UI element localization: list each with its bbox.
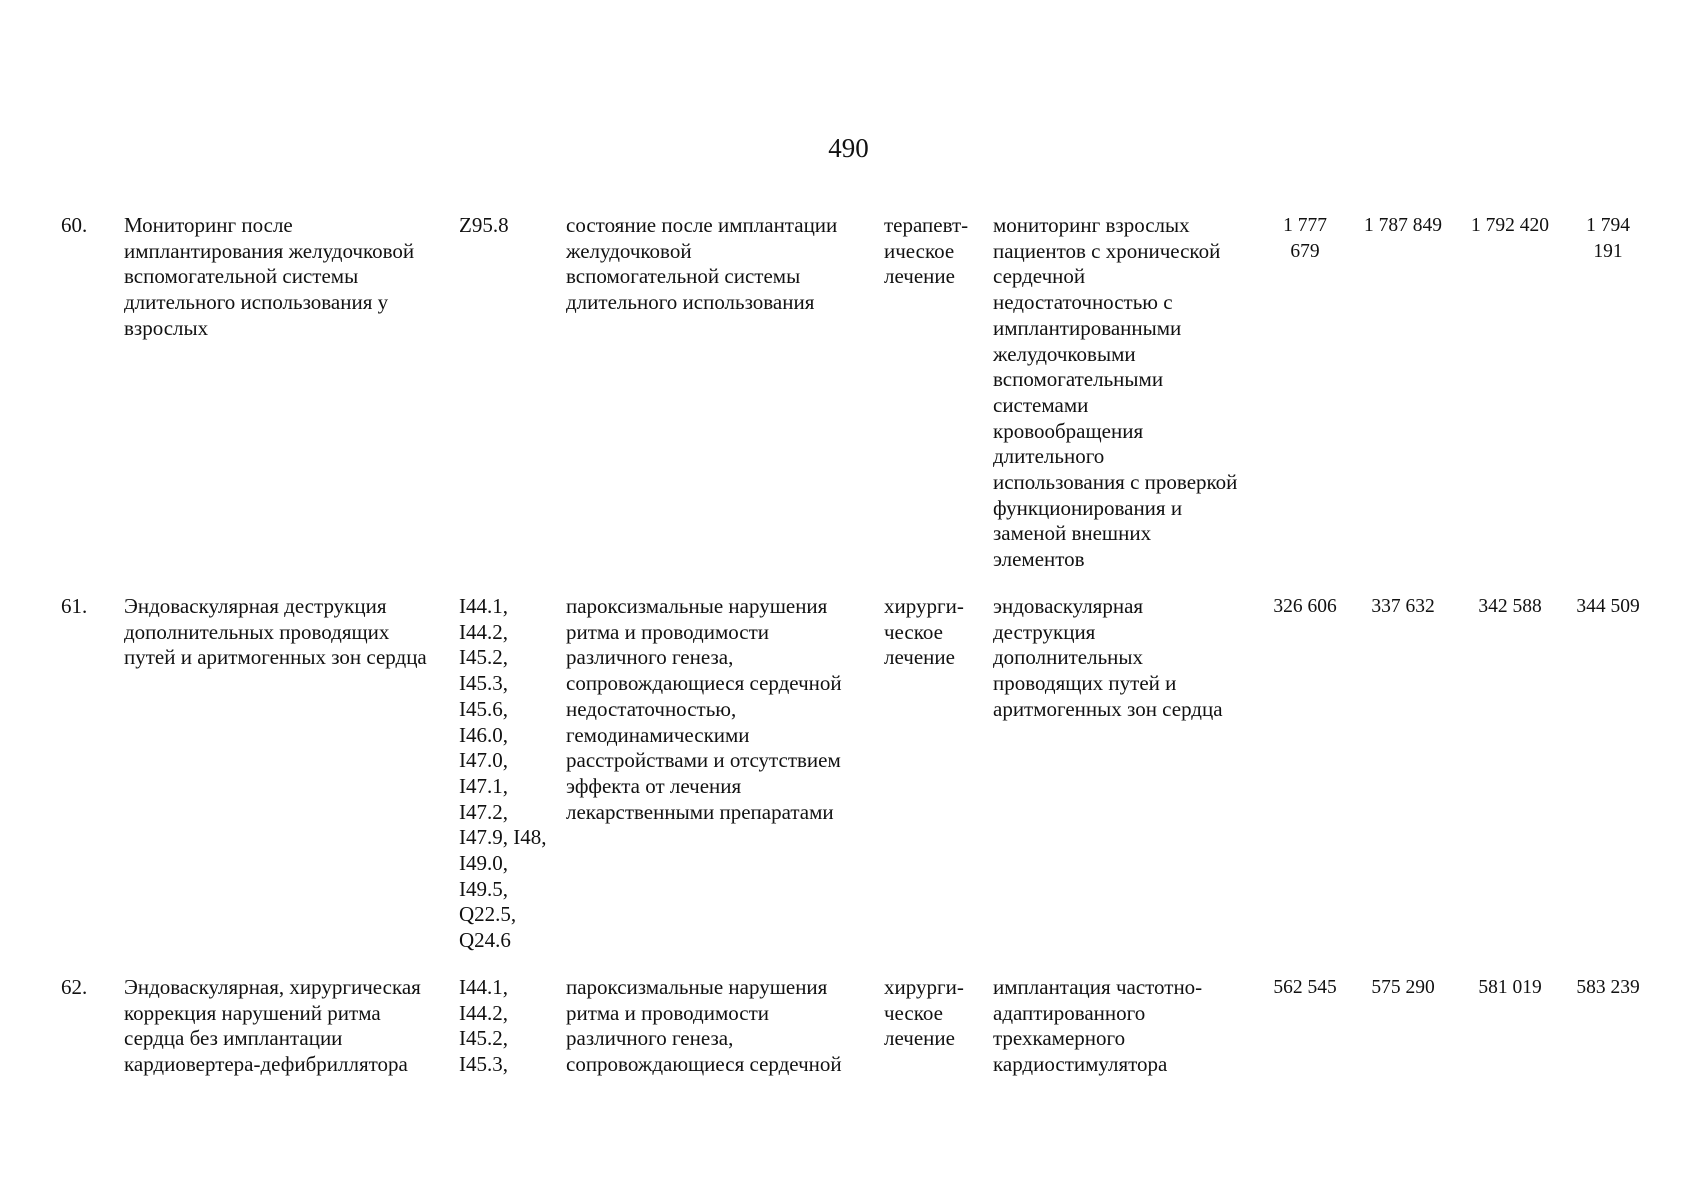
patient-model-line: недостаточностью, bbox=[566, 696, 737, 721]
table-row bbox=[0, 594, 1697, 975]
treatment-type-line: хирурги- bbox=[884, 975, 964, 999]
page-number: 490 bbox=[828, 133, 869, 163]
treatment-method-line: кровообращения bbox=[993, 418, 1144, 443]
treatment-type-line: лечение bbox=[884, 1026, 955, 1051]
patient-model-line: пароксизмальные нарушения bbox=[566, 975, 828, 999]
cost-value-1 bbox=[1261, 213, 1349, 265]
table-row bbox=[0, 975, 1697, 1095]
patient-model-line: сопровождающиеся сердечной bbox=[566, 671, 842, 696]
patient-model-line: длительного использования bbox=[566, 290, 815, 315]
cost-value-3 bbox=[1460, 975, 1560, 1001]
treatment-method-line: дополнительных bbox=[993, 645, 1144, 670]
cost-value-1-line: 679 bbox=[1290, 241, 1320, 262]
treatment-method-line: системами bbox=[993, 392, 1089, 417]
icd-codes bbox=[459, 975, 559, 1078]
cost-value-4-line: 583 239 bbox=[1576, 977, 1640, 998]
treatment-method-line: деструкция bbox=[993, 619, 1096, 644]
cost-value-3-line: 342 588 bbox=[1478, 596, 1542, 617]
care-type-name-line: вспомогательной системы bbox=[124, 264, 359, 289]
icd-codes-line: I47.1, bbox=[459, 773, 508, 798]
treatment-method-line: кардиостимулятора bbox=[993, 1052, 1168, 1077]
treatment-type bbox=[884, 594, 988, 671]
treatment-method-line: мониторинг взрослых bbox=[993, 213, 1190, 237]
patient-model-line: состояние после имплантации bbox=[566, 213, 838, 237]
medical-care-table bbox=[0, 213, 1697, 1095]
care-type-name-line: Эндоваскулярная, хирургическая bbox=[124, 975, 421, 999]
patient-model-line: различного генеза, bbox=[566, 1026, 734, 1051]
treatment-method-line: вспомогательными bbox=[993, 367, 1164, 392]
icd-codes-line: Q22.5, bbox=[459, 902, 517, 927]
cost-value-2-line: 1 787 849 bbox=[1364, 215, 1442, 236]
treatment-type-line: ческое bbox=[884, 619, 943, 644]
patient-model-line: вспомогательной системы bbox=[566, 264, 801, 289]
patient-model-line: желудочковой bbox=[566, 238, 692, 263]
cost-value-4 bbox=[1564, 975, 1652, 1001]
patient-model bbox=[566, 594, 884, 825]
cost-value-4-line: 1 794 bbox=[1586, 215, 1630, 236]
treatment-type bbox=[884, 975, 988, 1052]
treatment-method-line: заменой внешних bbox=[993, 521, 1152, 546]
care-type-name-line: кардиовертера-дефибриллятора bbox=[124, 1052, 408, 1077]
patient-model-line: пароксизмальные нарушения bbox=[566, 594, 828, 618]
row-number: 60. bbox=[61, 213, 88, 237]
icd-codes-line: I44.2, bbox=[459, 619, 508, 644]
treatment-method-line: трехкамерного bbox=[993, 1026, 1126, 1051]
icd-codes-line: Q24.6 bbox=[459, 928, 511, 953]
icd-codes-line: I45.3, bbox=[459, 671, 508, 696]
icd-codes-line: I47.0, bbox=[459, 748, 508, 773]
cost-value-4 bbox=[1564, 594, 1652, 620]
cost-value-3 bbox=[1460, 594, 1560, 620]
patient-model-line: ритма и проводимости bbox=[566, 619, 769, 644]
icd-codes-line: I46.0, bbox=[459, 722, 508, 747]
treatment-method-line: желудочковыми bbox=[993, 341, 1136, 366]
treatment-method-line: проводящих путей и bbox=[993, 671, 1177, 696]
treatment-method-line: использования с проверкой bbox=[993, 470, 1238, 495]
treatment-type-line: ческое bbox=[884, 1000, 943, 1025]
icd-codes-line: Z95.8 bbox=[459, 213, 509, 237]
treatment-type bbox=[884, 213, 988, 290]
care-type-name-line: Мониторинг после bbox=[124, 213, 293, 237]
care-type-name bbox=[124, 975, 449, 1078]
icd-codes-line: I47.2, bbox=[459, 799, 508, 824]
cost-value-4-line: 191 bbox=[1593, 241, 1623, 262]
cost-value-2 bbox=[1353, 594, 1453, 620]
icd-codes-line: I47.9, I48, bbox=[459, 825, 547, 850]
patient-model-line: различного генеза, bbox=[566, 645, 734, 670]
treatment-method-line: аритмогенных зон сердца bbox=[993, 696, 1223, 721]
treatment-method-line: недостаточностью с bbox=[993, 290, 1173, 315]
row-number: 62. bbox=[61, 975, 88, 999]
table-row bbox=[0, 213, 1697, 594]
icd-codes-line: I49.0, bbox=[459, 851, 508, 876]
cost-value-3 bbox=[1460, 213, 1560, 239]
patient-model-line: расстройствами и отсутствием bbox=[566, 748, 841, 773]
treatment-method-line: элементов bbox=[993, 547, 1085, 572]
patient-model bbox=[566, 213, 884, 316]
treatment-method-line: пациентов с хронической bbox=[993, 238, 1221, 263]
icd-codes-line: I45.3, bbox=[459, 1052, 508, 1077]
treatment-type-line: ическое bbox=[884, 238, 955, 263]
cost-value-1 bbox=[1261, 975, 1349, 1001]
icd-codes-line: I49.5, bbox=[459, 876, 508, 901]
cost-value-1-line: 562 545 bbox=[1273, 977, 1337, 998]
patient-model-line: гемодинамическими bbox=[566, 722, 750, 747]
cost-value-3-line: 581 019 bbox=[1478, 977, 1542, 998]
icd-codes-line: I44.2, bbox=[459, 1000, 508, 1025]
row-number: 61. bbox=[61, 594, 88, 618]
icd-codes-line: I44.1, bbox=[459, 594, 508, 618]
icd-codes-line: I45.6, bbox=[459, 696, 508, 721]
treatment-method bbox=[993, 213, 1267, 573]
cost-value-3-line: 1 792 420 bbox=[1471, 215, 1549, 236]
cost-value-2 bbox=[1353, 975, 1453, 1001]
cost-value-2-line: 575 290 bbox=[1371, 977, 1435, 998]
patient-model-line: ритма и проводимости bbox=[566, 1000, 769, 1025]
care-type-name-line: сердца без имплантации bbox=[124, 1026, 343, 1051]
icd-codes bbox=[459, 213, 559, 239]
treatment-type-line: хирурги- bbox=[884, 594, 964, 618]
cost-value-2-line: 337 632 bbox=[1371, 596, 1435, 617]
treatment-method-line: адаптированного bbox=[993, 1000, 1146, 1025]
patient-model-line: сопровождающиеся сердечной bbox=[566, 1052, 842, 1077]
treatment-method-line: функционирования и bbox=[993, 495, 1183, 520]
patient-model-line: эффекта от лечения bbox=[566, 773, 742, 798]
icd-codes-line: I44.1, bbox=[459, 975, 508, 999]
care-type-name-line: длительного использования у bbox=[124, 290, 389, 315]
treatment-method bbox=[993, 975, 1267, 1078]
patient-model-line: лекарственными препаратами bbox=[566, 799, 834, 824]
care-type-name-line: Эндоваскулярная деструкция bbox=[124, 594, 387, 618]
care-type-name bbox=[124, 594, 449, 671]
cost-value-1-line: 1 777 bbox=[1283, 215, 1327, 236]
cost-value-1-line: 326 606 bbox=[1273, 596, 1337, 617]
icd-codes bbox=[459, 594, 559, 954]
icd-codes-line: I45.2, bbox=[459, 1026, 508, 1051]
cost-value-4 bbox=[1564, 213, 1652, 265]
treatment-type-line: лечение bbox=[884, 645, 955, 670]
cost-value-4-line: 344 509 bbox=[1576, 596, 1640, 617]
treatment-method-line: имплантация частотно- bbox=[993, 975, 1203, 999]
care-type-name-line: взрослых bbox=[124, 315, 209, 340]
patient-model bbox=[566, 975, 884, 1078]
care-type-name-line: дополнительных проводящих bbox=[124, 619, 390, 644]
care-type-name bbox=[124, 213, 449, 342]
cost-value-2 bbox=[1353, 213, 1453, 239]
care-type-name-line: имплантирования желудочковой bbox=[124, 238, 415, 263]
treatment-method bbox=[993, 594, 1267, 723]
treatment-method-line: эндоваскулярная bbox=[993, 594, 1144, 618]
cost-value-1 bbox=[1261, 594, 1349, 620]
treatment-type-line: терапевт- bbox=[884, 213, 969, 237]
icd-codes-line: I45.2, bbox=[459, 645, 508, 670]
care-type-name-line: коррекция нарушений ритма bbox=[124, 1000, 381, 1025]
treatment-method-line: длительного bbox=[993, 444, 1105, 469]
treatment-method-line: сердечной bbox=[993, 264, 1086, 289]
care-type-name-line: путей и аритмогенных зон сердца bbox=[124, 645, 427, 670]
treatment-type-line: лечение bbox=[884, 264, 955, 289]
treatment-method-line: имплантированными bbox=[993, 315, 1182, 340]
